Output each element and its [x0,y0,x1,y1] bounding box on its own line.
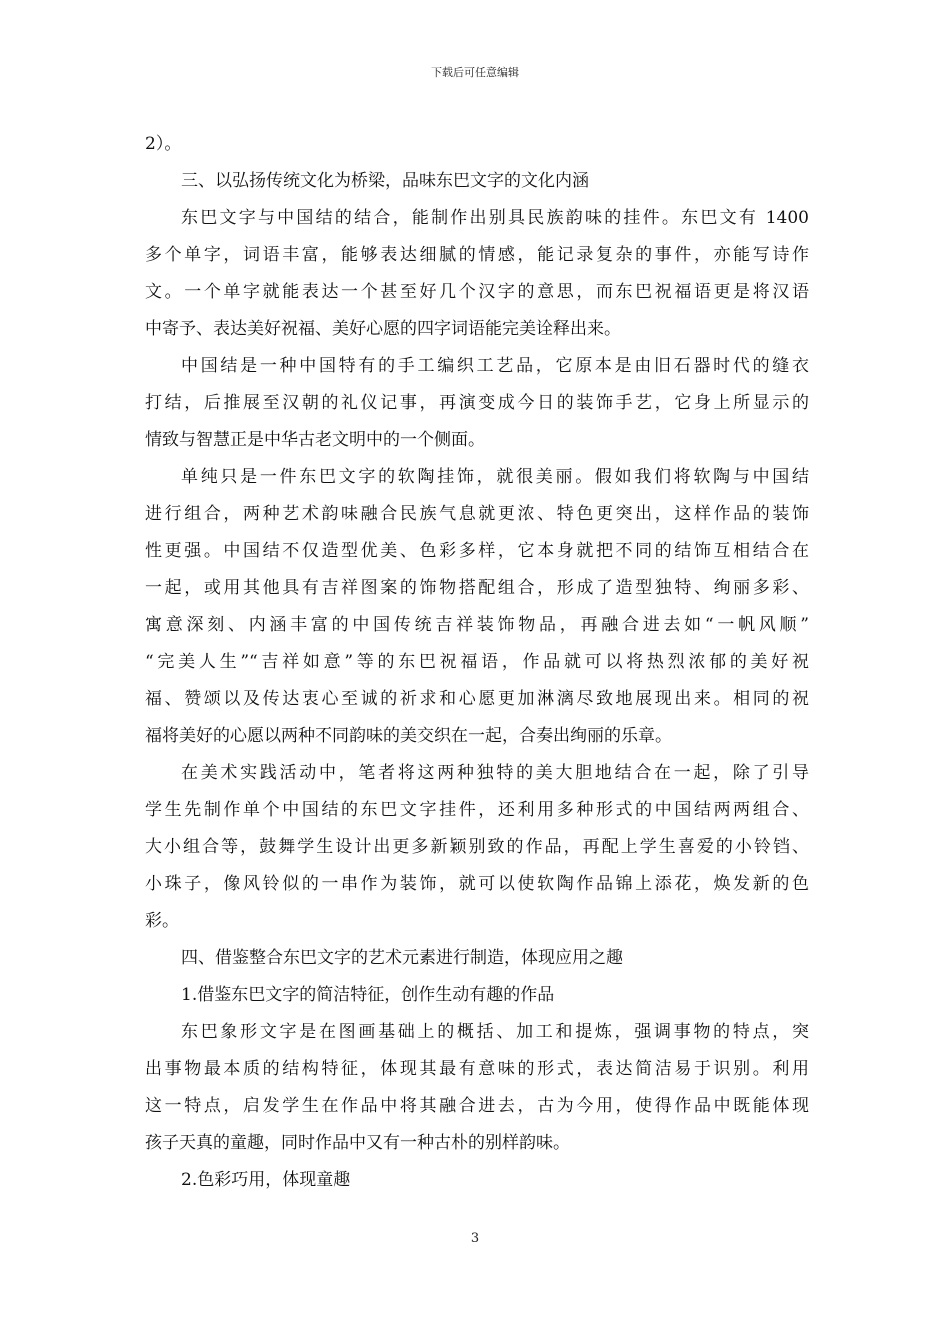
text-line: 这一特点，启发学生在作品中将其融合进去，古为今用，使得作品中既能体现 [145,1096,809,1116]
text-line: 大小组合等，鼓舞学生设计出更多新颖别致的作品，再配上学生喜爱的小铃铛、 [145,837,809,857]
text-line: 三、以弘扬传统文化为桥梁，品味东巴文字的文化内涵 [181,171,589,191]
text-line: 福、赞颂以及传达衷心至诚的祈求和心愿更加淋漓尽致地展现出来。相同的祝 [145,689,809,709]
text-line: 打结，后推展至汉朝的礼仪记事，再演变成今日的装饰手艺，它身上所显示的 [145,393,809,413]
text-line: 多个单字，词语丰富，能够表达细腻的情感，能记录复杂的事件，亦能写诗作 [145,245,809,265]
text-line: 在美术实践活动中，笔者将这两种独特的美大胆地结合在一起，除了引导 [181,763,809,783]
text-line: 福将美好的心愿以两种不同韵味的美交织在一起，合奏出绚丽的乐章。 [145,726,672,746]
text-line: 一起，或用其他具有吉祥图案的饰物搭配组合，形成了造型独特、绚丽多彩、 [145,578,809,598]
text-line: 东巴象形文字是在图画基础上的概括、加工和提炼，强调事物的特点，突 [181,1022,809,1042]
text-line: 东巴文字与中国结的结合，能制作出别具民族韵味的挂件。东巴文有 1400 [181,208,809,228]
text-line: 彩。 [145,911,179,931]
text-line: 2）。 [145,134,182,154]
text-line: 1.借鉴东巴文字的简洁特征，创作生动有趣的作品 [181,985,555,1005]
text-line: 孩子天真的童趣，同时作品中又有一种古朴的别样韵味。 [145,1133,570,1153]
page-number: 3 [470,1231,480,1246]
text-line: 2.色彩巧用，体现童趣 [181,1170,351,1190]
text-line: 进行组合，两种艺术韵味融合民族气息就更浓、特色更突出，这样作品的装饰 [145,504,809,524]
text-line: 出事物最本质的结构特征，体现其最有意味的形式，表达简洁易于识别。利用 [145,1059,809,1079]
text-line: 四、借鉴整合东巴文字的艺术元素进行制造，体现应用之趣 [181,948,623,968]
text-line: 寓意深刻、内涵丰富的中国传统吉祥装饰物品，再融合进去如“一帆风顺” [145,615,809,635]
text-line: 学生先制作单个中国结的东巴文字挂件，还利用多种形式的中国结两两组合、 [145,800,809,820]
text-line: 情致与智慧正是中华古老文明中的一个侧面。 [145,430,485,450]
document-body [145,126,809,1199]
page-header: 下载后可任意编辑 [431,66,519,79]
text-line: 性更强。中国结不仅造型优美、色彩多样，它本身就把不同的结饰互相结合在 [145,541,809,561]
text-line: 文。一个单字就能表达一个甚至好几个汉字的意思，而东巴祝福语更是将汉语 [145,282,809,302]
text-line: 单纯只是一件东巴文字的软陶挂饰，就很美丽。假如我们将软陶与中国结 [181,467,809,487]
text-line: 中寄予、表达美好祝福、美好心愿的四字词语能完美诠释出来。 [145,319,621,339]
text-line: 小珠子，像风铃似的一串作为装饰，就可以使软陶作品锦上添花，焕发新的色 [145,874,809,894]
text-line: 中国结是一种中国特有的手工编织工艺品，它原本是由旧石器时代的缝衣 [181,356,809,376]
text-line: “完美人生”“吉祥如意”等的东巴祝福语，作品就可以将热烈浓郁的美好祝 [145,652,809,672]
